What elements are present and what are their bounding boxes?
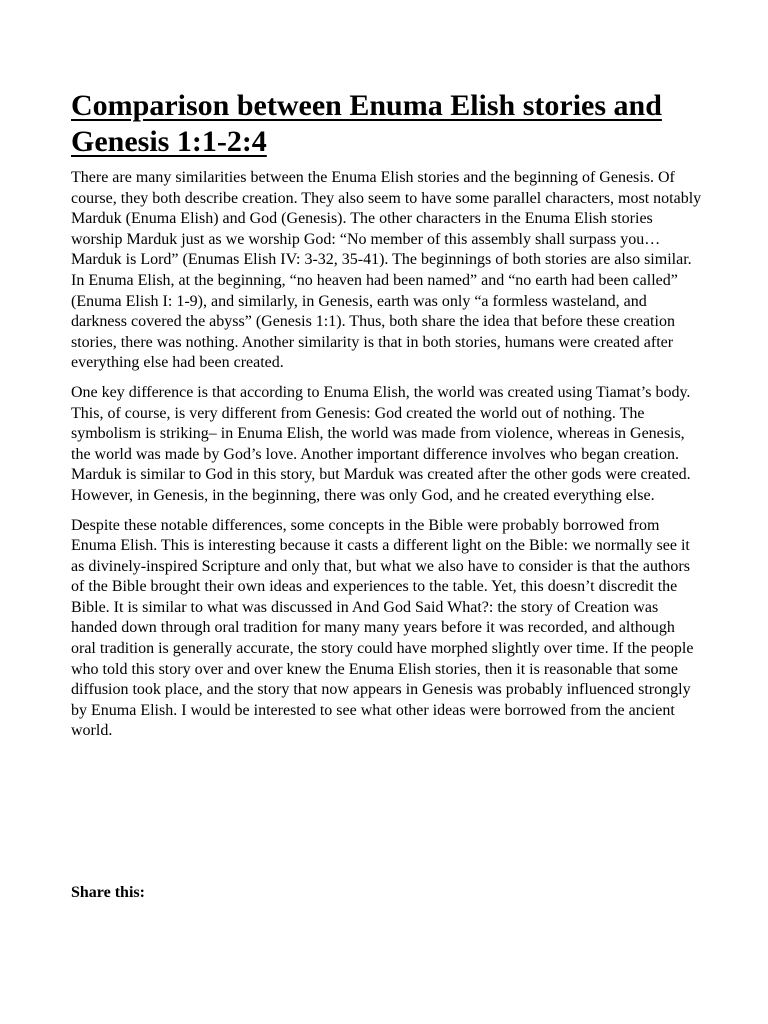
page-title: Comparison between Enuma Elish stories and Genesis 1:1-2:4 [71,89,662,158]
paragraph-similarities: There are many similarities between the Enuma Elish stories and the beginning of Genesis. Of course, they both describe creation. They also seem to have some parallel characters, most notably Marduk (Enuma Elish) and God (Genesis). The other characters in the Enuma Elish stories worship Marduk just as we worship God: “No member of this assembly shall surpass you…Marduk is Lord” (Enumas Elish IV: 3-32, 35-41). The beginnings of both stories are also similar. In Enuma Elish, at the beginning, “no heaven had been named” and “no earth had been called” (Enuma Elish I: 1-9), and similarly, in Genesis, earth was only “a formless wasteland, and darkness covered the abyss” (Genesis 1:1). Thus, both share the idea that before these creation stories, there was nothing. Another similarity is that in both stories, humans were created after everything else had been created. [71,169,702,372]
paragraph-borrowed-concepts: Despite these notable differences, some concepts in the Bible were probably borrowed from Enuma Elish. This is interesting because it casts a different light on the Bible: we normally see it as divinely-inspired Scripture and only that, but what we also have to consider is that the authors of the Bible brought their own ideas and experiences to the table. Yet, this doesn’t discredit the Bible. It is similar to what was discussed in And God Said What?: the story of Creation was handed down through oral tradition for many many years before it was recorded, and although oral tradition is generally accurate, the story could have morphed slightly over time. If the people who told this story over and over knew the Enuma Elish stories, then it is reasonable that some diffusion took place, and the story that now appears in Genesis was probably influenced strongly by Enuma Elish. I would be interested to see what other ideas were borrowed from the ancient world. [71,516,694,740]
share-heading: Share this: [71,884,145,901]
article-body [71,168,703,742]
paragraph-differences: One key difference is that according to Enuma Elish, the world was created using Tiamat’s body. This, of course, is very different from Genesis: God created the world out of nothing. The symbolism is striking– in Enuma Elish, the world was made from violence, whereas in Genesis, the world was made by God’s love. Another important difference involves who began creation. Marduk is similar to God in this story, but Marduk was created after the other gods were created. However, in Genesis, in the beginning, there was only God, and he created everything else. [71,383,691,504]
article [71,88,703,751]
